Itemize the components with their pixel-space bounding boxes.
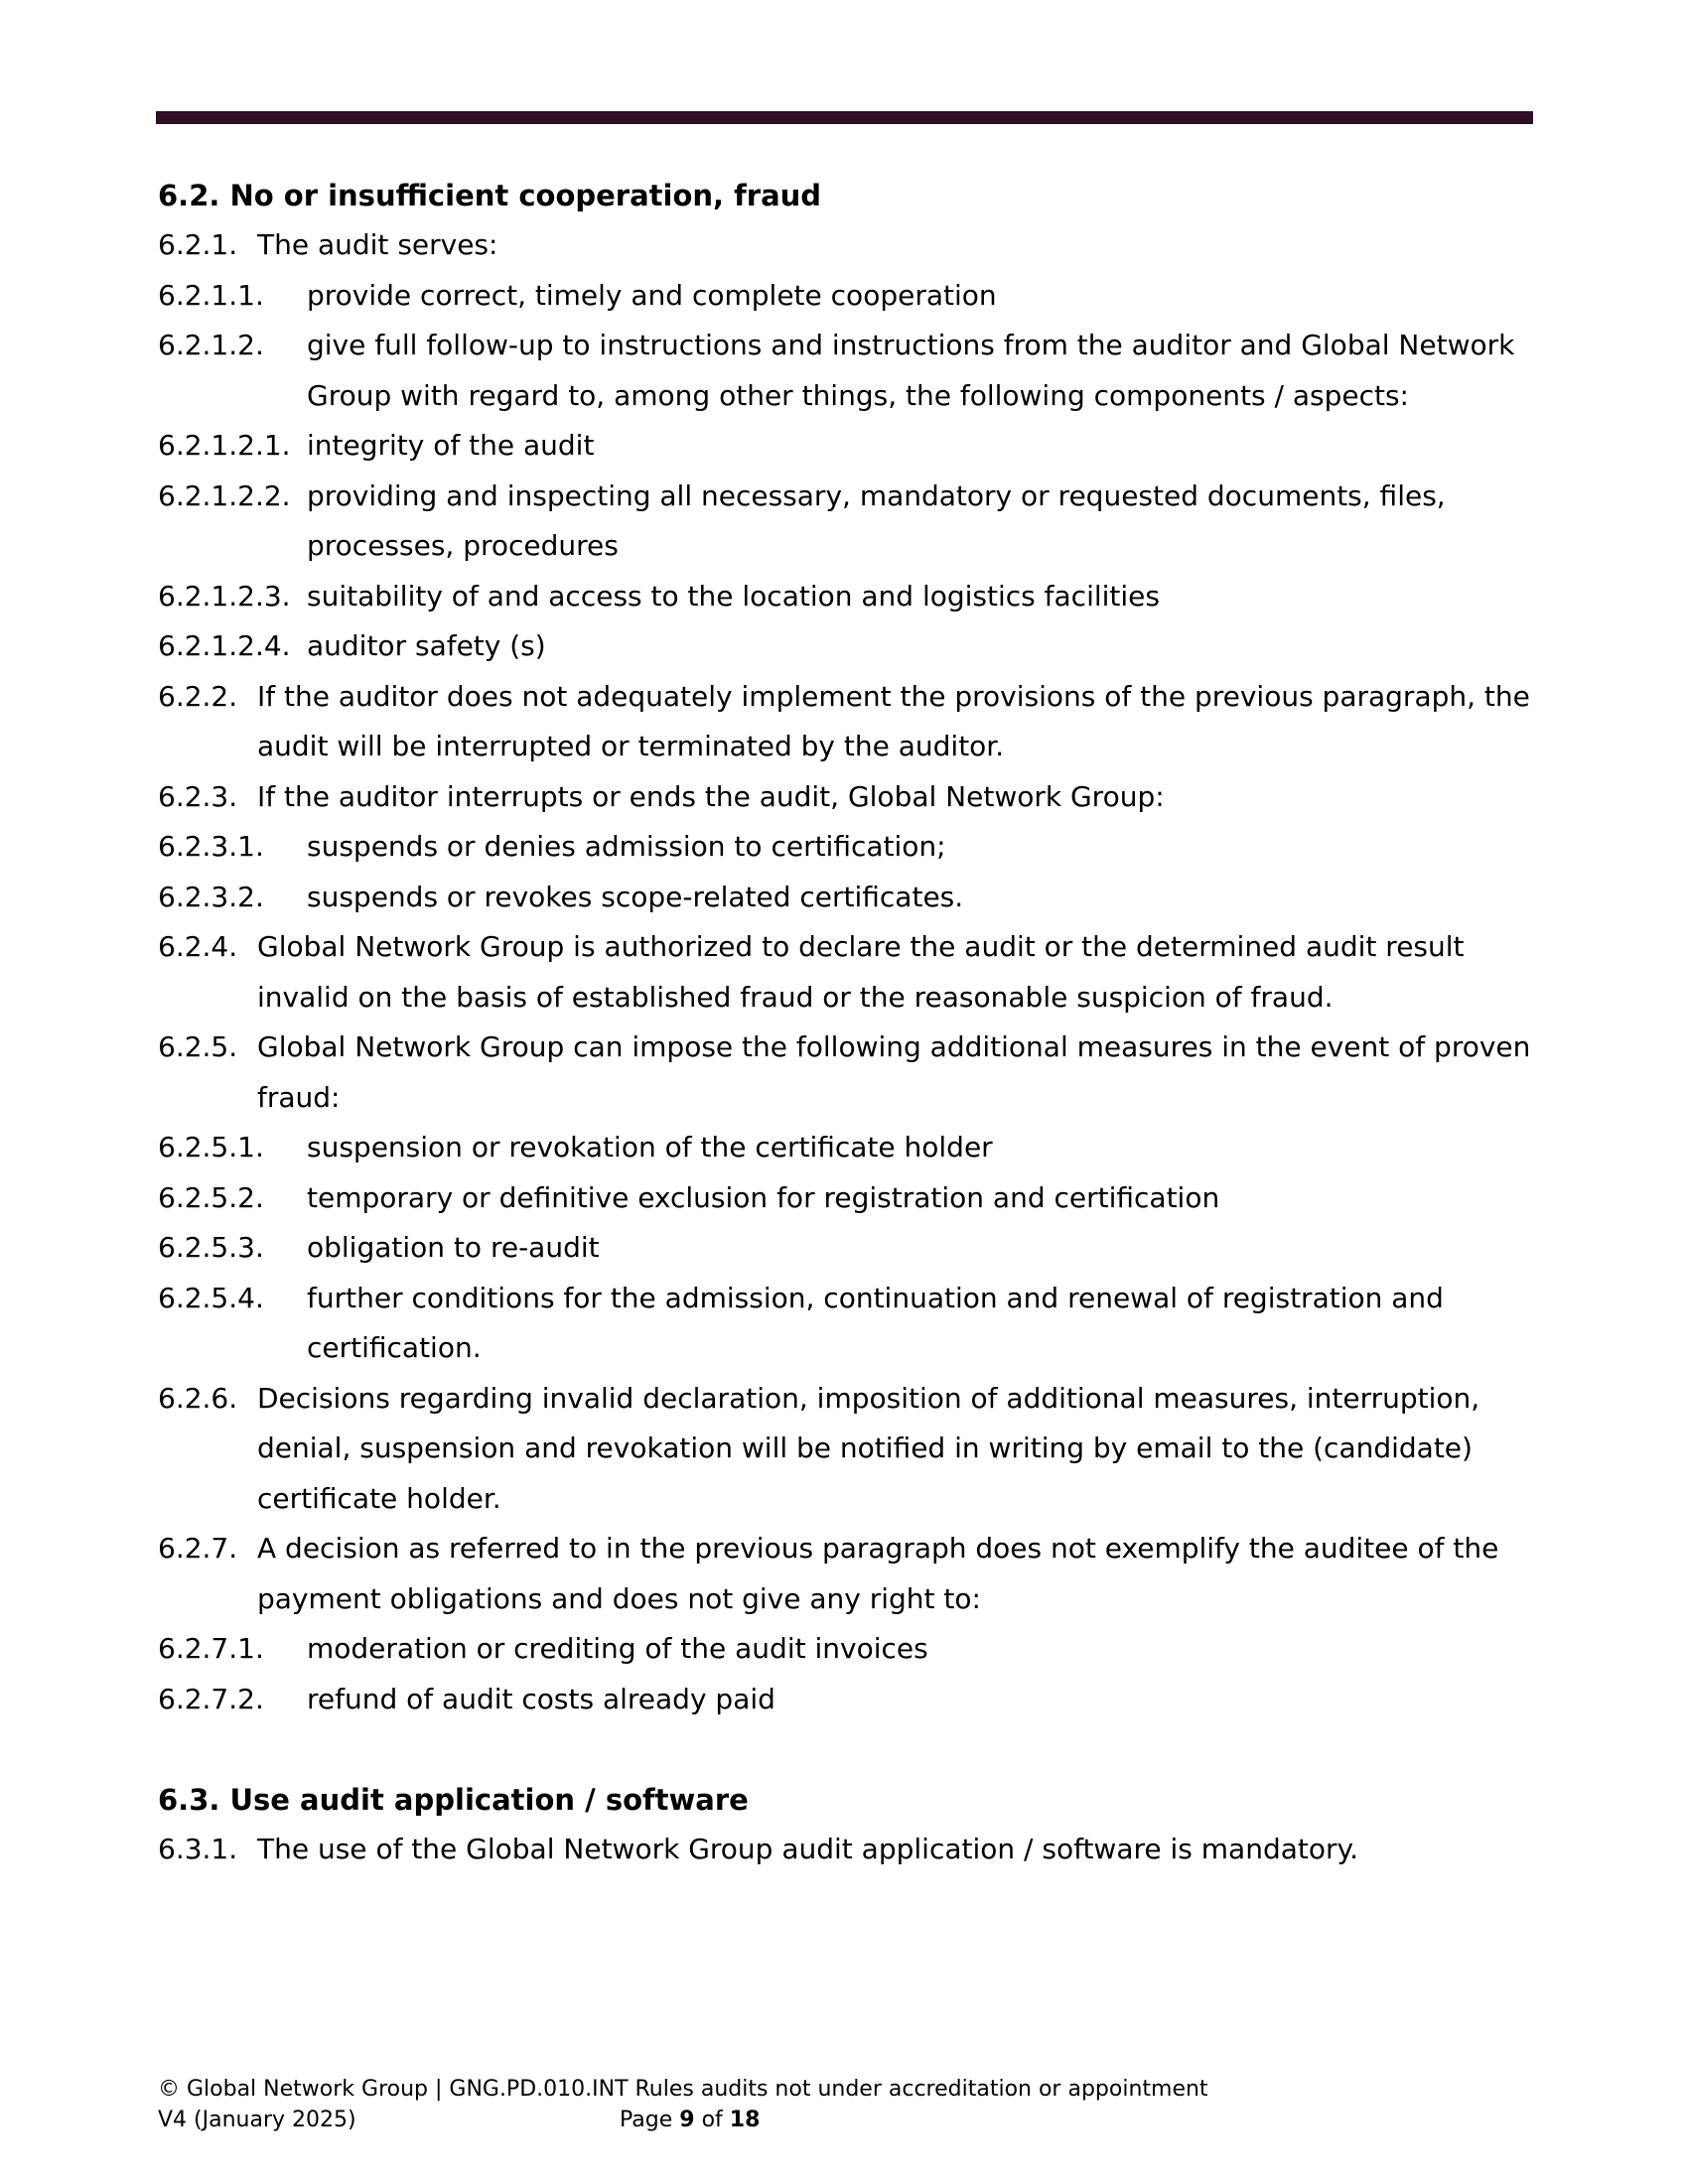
- item-text: Global Network Group is authorized to declare the audit or the determined audit result invalid on the basis of established fraud or the reasonable suspicion of fraud.: [257, 930, 1465, 1014]
- item-number: 6.2.1.2.2.: [158, 478, 291, 512]
- item-number: 6.2.1.2.4.: [158, 629, 291, 662]
- item-number: 6.2.7.1.: [158, 1632, 264, 1665]
- item-text: integrity of the audit: [307, 429, 595, 462]
- item-text: suspends or revokes scope-related certificates.: [307, 880, 964, 913]
- list-item: [158, 1374, 1538, 1525]
- list-item: [158, 922, 1538, 1023]
- page-current: 9: [679, 2108, 695, 2132]
- list-item: [158, 271, 1538, 322]
- item-number: 6.2.1.2.3.: [158, 579, 291, 613]
- footer-second-row: [158, 2105, 1208, 2135]
- item-text: If the auditor does not adequately implement the provisions of the previous paragraph, the audit will be interrupted or terminated by the auditor.: [257, 679, 1530, 762]
- list-item: [158, 822, 1538, 873]
- item-number: 6.2.3.2.: [158, 880, 264, 913]
- item-number: 6.2.5.4.: [158, 1281, 264, 1314]
- item-number: 6.2.7.: [158, 1532, 238, 1565]
- item-text: providing and inspecting all necessary, mandatory or requested documents, files, processes, procedures: [307, 478, 1446, 562]
- item-text: The use of the Global Network Group audit application / software is mandatory.: [257, 1833, 1358, 1865]
- list-item: [158, 321, 1538, 421]
- item-number: 6.2.1.1.: [158, 278, 264, 312]
- item-text: suitability of and access to the location and logistics facilities: [307, 579, 1160, 613]
- list-item: [158, 1675, 1538, 1725]
- list-item: [158, 1274, 1538, 1374]
- item-text: A decision as referred to in the previous paragraph does not exemplify the auditee of the payment obligations and does not give any right to:: [257, 1532, 1499, 1615]
- list-item: [158, 572, 1538, 622]
- section-heading-6-2: 6.2. No or insufficient cooperation, fraud: [158, 179, 822, 212]
- item-text: auditor safety (s): [307, 629, 546, 662]
- list-item: [158, 1223, 1538, 1274]
- list-item: [158, 1825, 1538, 1875]
- item-text: suspends or denies admission to certification;: [307, 830, 946, 863]
- item-number: 6.2.3.: [158, 779, 238, 813]
- item-text: Global Network Group can impose the following additional measures in the event of proven fraud:: [257, 1030, 1531, 1114]
- item-number: 6.2.4.: [158, 930, 238, 963]
- item-text: obligation to re-audit: [307, 1231, 600, 1264]
- document-body: [158, 171, 1538, 1875]
- footer-copyright: © Global Network Group | GNG.PD.010.INT Rules audits not under accreditation or appointment: [158, 2077, 1208, 2102]
- list-item: [158, 1173, 1538, 1224]
- item-text: temporary or definitive exclusion for registration and certification: [307, 1180, 1220, 1214]
- item-number: 6.2.5.3.: [158, 1231, 264, 1264]
- section-heading-6-3: 6.3. Use audit application / software: [158, 1783, 749, 1817]
- item-number: 6.3.1.: [158, 1833, 238, 1865]
- item-text: provide correct, timely and complete cooperation: [307, 278, 997, 312]
- list-item: [158, 1524, 1538, 1624]
- item-text: The audit serves:: [257, 228, 498, 261]
- item-text: give full follow-up to instructions and instructions from the auditor and Global Network Group with regard to, among other things, the following components / aspects:: [307, 329, 1515, 412]
- footer-page-number: [620, 2105, 760, 2135]
- section-spacer: [158, 1724, 1538, 1775]
- list-item: [158, 1123, 1538, 1173]
- list-item: [158, 1624, 1538, 1675]
- item-text: If the auditor interrupts or ends the audit, Global Network Group:: [257, 779, 1165, 813]
- list-item: [158, 672, 1538, 772]
- item-number: 6.2.1.2.1.: [158, 429, 291, 462]
- item-number: 6.2.6.: [158, 1381, 238, 1415]
- item-number: 6.2.5.2.: [158, 1180, 264, 1214]
- list-item: [158, 421, 1538, 472]
- item-text: Decisions regarding invalid declaration, imposition of additional measures, interruption, denial, suspension and revokation will be notified in writing by email to the (candidate) certificate holder.: [257, 1381, 1480, 1515]
- list-item: [158, 1023, 1538, 1123]
- list-item: [158, 772, 1538, 823]
- item-text: suspension or revokation of the certificate holder: [307, 1131, 993, 1163]
- item-number: 6.2.5.: [158, 1030, 238, 1063]
- footer-version: V4 (January 2025): [158, 2108, 356, 2132]
- list-item: [158, 472, 1538, 572]
- item-number: 6.2.1.: [158, 228, 238, 261]
- page-footer: [158, 2074, 1208, 2135]
- item-number: 6.2.7.2.: [158, 1682, 264, 1715]
- page-label: Page: [620, 2108, 673, 2132]
- item-number: 6.2.2.: [158, 679, 238, 713]
- list-item: [158, 220, 1538, 271]
- item-number: 6.2.1.2.: [158, 329, 264, 361]
- header-rule: [156, 111, 1533, 124]
- page-total: 18: [729, 2108, 761, 2132]
- item-text: refund of audit costs already paid: [307, 1682, 775, 1715]
- list-item: [158, 621, 1538, 672]
- page-of: of: [701, 2108, 723, 2132]
- list-item: [158, 873, 1538, 923]
- item-number: 6.2.3.1.: [158, 830, 264, 863]
- item-text: moderation or crediting of the audit invoices: [307, 1632, 928, 1665]
- item-text: further conditions for the admission, continuation and renewal of registration and certification.: [307, 1281, 1444, 1364]
- item-number: 6.2.5.1.: [158, 1131, 264, 1163]
